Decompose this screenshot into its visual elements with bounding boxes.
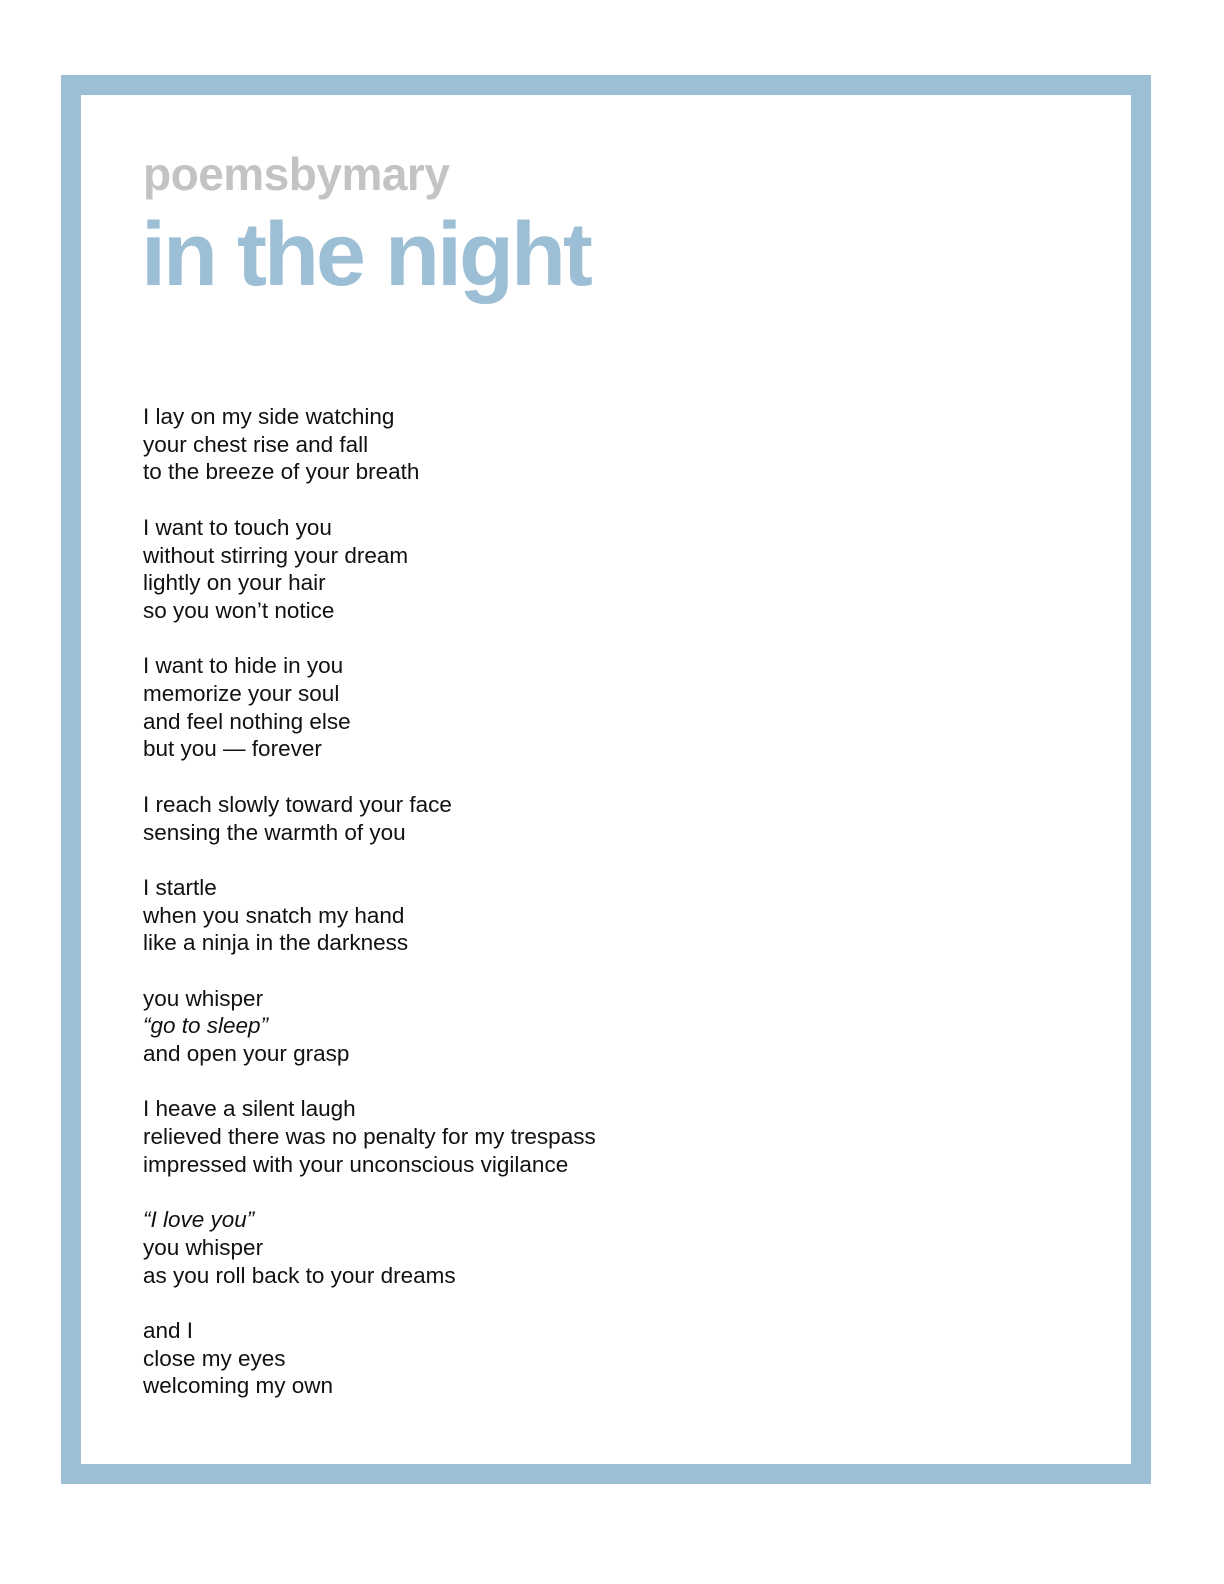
poem-line: you whisper xyxy=(143,985,264,1011)
poem-stanza xyxy=(143,1206,1043,1289)
poem-line: I want to touch you xyxy=(143,514,332,540)
poem-line: so you won’t notice xyxy=(143,597,335,623)
poem-line: memorize your soul xyxy=(143,681,340,706)
poem-line: impressed with your unconscious vigilance xyxy=(143,1151,569,1177)
poem-line: your chest rise and fall xyxy=(143,431,369,457)
poem-line: lightly on your hair xyxy=(143,570,326,596)
poem-line: when you snatch my hand xyxy=(143,902,405,928)
poem-line: relieved there was no penalty for my trespass xyxy=(143,1124,596,1150)
poem-line: “go to sleep” xyxy=(143,1013,269,1039)
poem-line: like a ninja in the darkness xyxy=(143,930,409,956)
poem-stanza xyxy=(143,1095,1043,1178)
poem-stanza xyxy=(143,403,1043,486)
brand-name: poemsbymary xyxy=(143,148,450,200)
poem-line: I reach slowly toward your face xyxy=(143,791,452,817)
poem-line: you whisper xyxy=(143,1234,264,1260)
poem-line: and open your grasp xyxy=(143,1041,350,1067)
poem-line: I heave a silent laugh xyxy=(143,1096,356,1122)
poem-line: and feel nothing else xyxy=(143,708,351,734)
poem-line: sensing the warmth of you xyxy=(143,819,406,845)
poem-line: without stirring your dream xyxy=(143,542,409,568)
poem-line: I startle xyxy=(143,874,217,900)
poem-line: and I xyxy=(143,1318,194,1344)
poem-line: to the breeze of your breath xyxy=(143,459,420,485)
poem-stanza xyxy=(143,985,1043,1068)
poem-stanza xyxy=(143,874,1043,957)
poem-line: close my eyes xyxy=(143,1345,286,1371)
poem-line: but you — forever xyxy=(143,736,322,762)
poem-body xyxy=(143,403,1043,1428)
poem-line: I want to hide in you xyxy=(143,653,344,679)
poem-stanza xyxy=(143,1317,1043,1400)
poem-line: “I love you” xyxy=(143,1207,255,1233)
poem-stanza xyxy=(143,791,1043,846)
poem-line: welcoming my own xyxy=(143,1373,334,1399)
poem-stanza xyxy=(143,652,1043,763)
poem-title: in the night xyxy=(141,205,590,305)
poem-line: I lay on my side watching xyxy=(143,404,395,429)
poem-stanza xyxy=(143,514,1043,625)
poem-line: as you roll back to your dreams xyxy=(143,1262,456,1288)
